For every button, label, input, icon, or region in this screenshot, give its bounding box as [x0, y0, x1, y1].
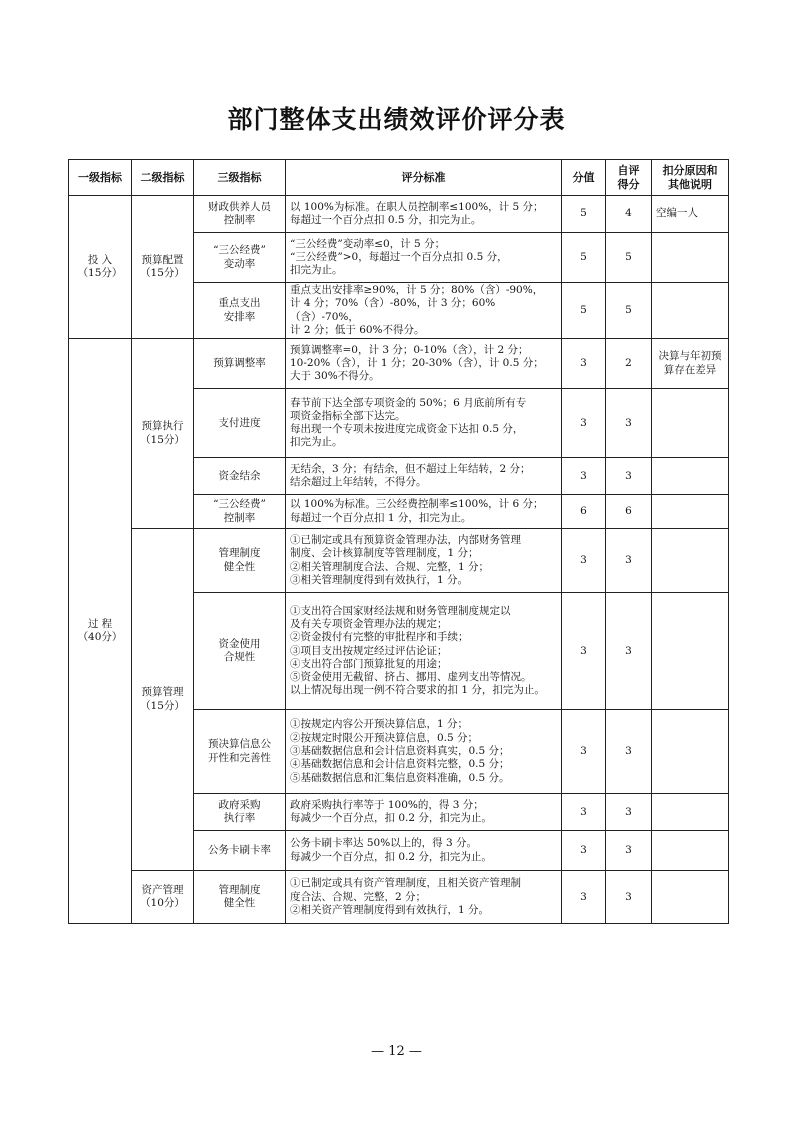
score-cell: 3 — [562, 593, 606, 710]
indicator-line: 合规性 — [223, 651, 256, 664]
score-cell: 5 — [562, 196, 606, 233]
indicator-line: 控制率 — [223, 214, 256, 226]
indicator-line: 控制率 — [223, 511, 256, 524]
self-score-cell: 3 — [606, 710, 652, 794]
criteria-line: 每减少一个百分点，扣 0.2 分，扣完为止。 — [290, 812, 492, 825]
reason-cell — [652, 495, 729, 529]
score-cell: 5 — [562, 283, 606, 339]
reason-cell — [652, 458, 729, 495]
table-row — [69, 871, 729, 924]
criteria-line: 及有关专项资金管理办法的规定； — [290, 617, 448, 630]
self-score-cell: 3 — [606, 831, 652, 871]
self-score-cell: 6 — [606, 495, 652, 529]
indicator-line: 资金结余 — [218, 469, 261, 482]
criteria-line: 制度、会计核算制度等管理制度，1 分； — [290, 547, 479, 560]
reason-cell — [652, 831, 729, 871]
level3-indicator — [194, 593, 286, 710]
indicator-line: 健全性 — [223, 897, 256, 910]
reason-cell — [652, 389, 729, 458]
indicator-line: 管理制度 — [218, 547, 261, 560]
criteria-line: ③基础数据信息和会计信息资料真实，0.5 分； — [290, 745, 510, 758]
header-row — [69, 160, 729, 196]
score-cell: 5 — [562, 233, 606, 283]
criteria-cell — [286, 529, 562, 593]
criteria-line: ②相关资产管理制度得到有效执行，1 分。 — [290, 903, 490, 916]
criteria-cell — [286, 458, 562, 495]
criteria-line: 以 100%为标准。在职人员控制率≤100%，计 5 分； — [290, 200, 544, 213]
self-score-cell: 5 — [606, 233, 652, 283]
level3-indicator — [194, 794, 286, 831]
indicator-line: 资金使用 — [218, 637, 261, 650]
level3-indicator — [194, 389, 286, 458]
criteria-cell — [286, 710, 562, 794]
indicator-line: 健全性 — [223, 560, 256, 573]
reason-cell — [652, 710, 729, 794]
criteria-line: 大于 30%不得分。 — [290, 370, 380, 383]
criteria-line: “三公经费”变动率≤0，计 5 分； — [290, 237, 446, 250]
criteria-line: 10-20%（含），计 1 分；20-30%（含），计 0.5 分； — [290, 357, 544, 370]
criteria-line: ②资金拨付有完整的审批程序和手续； — [290, 631, 469, 644]
criteria-line: 每超过一个百分点扣 1 分，扣完为止。 — [290, 511, 472, 524]
criteria-line: ①按规定内容公开预决算信息，1 分； — [290, 718, 469, 731]
header-reason: 扣分原因和 其他说明 — [652, 160, 729, 196]
criteria-line: 以 100%为标准。三公经费控制率≤100%，计 6 分； — [290, 498, 544, 511]
criteria-line: 扣完为止。 — [290, 436, 343, 449]
self-score-cell: 2 — [606, 339, 652, 389]
score-cell: 3 — [562, 339, 606, 389]
criteria-line: 每减少一个百分点，扣 0.2 分，扣完为止。 — [290, 850, 492, 863]
criteria-line: 每出现一个专项未按进度完成资金下达扣 0.5 分， — [290, 423, 524, 436]
level3-indicator — [194, 339, 286, 389]
self-score-cell: 3 — [606, 593, 652, 710]
indicator-line: 执行率 — [223, 812, 256, 825]
indicator-line: 重点支出 — [218, 297, 261, 310]
header-self-score: 自评 得分 — [606, 160, 652, 196]
level3-indicator — [194, 196, 286, 233]
reason-cell: 决算与年初预算存在差异 — [652, 339, 729, 389]
criteria-cell — [286, 283, 562, 339]
table-row — [69, 339, 729, 389]
criteria-cell — [286, 794, 562, 831]
criteria-cell — [286, 495, 562, 529]
criteria-line: 春节前下达全部专项资金的 50%；6 月底前所有专 — [290, 396, 527, 409]
criteria-line: ③项目支出按规定经过评估论证； — [290, 644, 448, 657]
table-row — [69, 196, 729, 233]
level2-budget-mgmt: 预算管理 （15分） — [132, 529, 194, 871]
score-cell: 3 — [562, 389, 606, 458]
criteria-cell — [286, 389, 562, 458]
criteria-line: “三公经费”>0，每超过一个百分点扣 0.5 分， — [290, 250, 508, 263]
criteria-cell — [286, 593, 562, 710]
criteria-line: ①已制定或具有资产管理制度，且相关资产管理制 — [290, 877, 521, 890]
criteria-cell — [286, 339, 562, 389]
criteria-line: 以上情况每出现一例不符合要求的扣 1 分，扣完为止。 — [290, 684, 545, 697]
criteria-line: ①支出符合国家财经法规和财务管理制度规定以 — [290, 604, 511, 617]
level1-input: 投 入 （15分） — [69, 196, 132, 339]
reason-cell — [652, 871, 729, 924]
criteria-cell — [286, 196, 562, 233]
indicator-line: 开性和完善性 — [208, 751, 271, 764]
level3-indicator — [194, 233, 286, 283]
score-cell: 3 — [562, 458, 606, 495]
score-cell: 3 — [562, 794, 606, 831]
criteria-line: 政府采购执行率等于 100%的，得 3 分； — [290, 798, 484, 811]
criteria-cell — [286, 233, 562, 283]
indicator-line: 公务卡刷卡率 — [208, 844, 271, 857]
level2-asset-mgmt: 资产管理 （10分） — [132, 871, 194, 924]
criteria-line: ④支出符合部门预算批复的用途； — [290, 657, 448, 670]
level2-budget-config: 预算配置 （15分） — [132, 196, 194, 339]
indicator-line: 财政供养人员 — [208, 200, 271, 213]
criteria-line: 计 4 分；70%（含）-80%，计 3 分；60%（含）-70%， — [290, 297, 496, 323]
table-body — [69, 196, 729, 924]
criteria-line: 公务卡刷卡率达 50%以上的，得 3 分。 — [290, 837, 478, 850]
level3-indicator — [194, 529, 286, 593]
header-level2: 二级指标 — [132, 160, 194, 196]
reason-cell — [652, 794, 729, 831]
criteria-line: 度合法、合规、完整，2 分； — [290, 890, 427, 903]
level3-indicator — [194, 710, 286, 794]
indicator-line: 预决算信息公 — [208, 738, 271, 751]
criteria-line: 计 2 分；低于 60%不得分。 — [290, 323, 425, 336]
criteria-line: 预算调整率=0，计 3 分；0-10%（含），计 2 分； — [290, 343, 529, 356]
criteria-cell — [286, 831, 562, 871]
indicator-line: 政府采购 — [218, 798, 261, 811]
indicator-line: “三公经费” — [213, 244, 266, 257]
indicator-line: 支付进度 — [218, 416, 261, 429]
indicator-line: 管理制度 — [218, 883, 261, 896]
header-level1: 一级指标 — [69, 160, 132, 196]
page-number: — 12 — — [371, 1044, 422, 1059]
level3-indicator — [194, 458, 286, 495]
score-cell: 3 — [562, 831, 606, 871]
reason-cell — [652, 593, 729, 710]
level3-indicator — [194, 871, 286, 924]
self-score-cell: 3 — [606, 529, 652, 593]
criteria-line: ④基础数据信息和会计信息资料完整，0.5 分； — [290, 758, 510, 771]
self-score-cell: 3 — [606, 458, 652, 495]
criteria-cell — [286, 871, 562, 924]
reason-cell: 空编一人 — [652, 196, 729, 233]
reason-cell — [652, 283, 729, 339]
self-score-cell: 3 — [606, 871, 652, 924]
header-criteria: 评分标准 — [286, 160, 562, 196]
criteria-line: ①已制定或具有预算资金管理办法，内部财务管理 — [290, 534, 521, 547]
criteria-line: 重点支出安排率≥90%，计 5 分；80%（含）-90%， — [290, 284, 544, 296]
reason-cell — [652, 529, 729, 593]
score-cell: 3 — [562, 871, 606, 924]
indicator-line: “三公经费” — [213, 498, 266, 511]
page-title: 部门整体支出绩效评价评分表 — [227, 105, 566, 134]
header-level3: 三级指标 — [194, 160, 286, 196]
self-score-cell: 4 — [606, 196, 652, 233]
criteria-line: 每超过一个百分点扣 0.5 分，扣完为止。 — [290, 214, 482, 226]
indicator-line: 变动率 — [223, 257, 256, 270]
criteria-line: ②相关管理制度合法、合规、完整，1 分； — [290, 560, 490, 573]
self-score-cell: 3 — [606, 389, 652, 458]
score-cell: 3 — [562, 710, 606, 794]
reason-cell — [652, 233, 729, 283]
criteria-line: 无结余，3 分；有结余，但不超过上年结转，2 分； — [290, 462, 531, 475]
level3-indicator — [194, 283, 286, 339]
indicator-line: 预算调整率 — [213, 357, 266, 370]
criteria-line: 结余超过上年结转，不得分。 — [290, 476, 427, 489]
self-score-cell: 5 — [606, 283, 652, 339]
level3-indicator — [194, 495, 286, 529]
criteria-line: ②按规定时限公开预决算信息，0.5 分； — [290, 731, 479, 744]
table-row — [69, 529, 729, 593]
criteria-line: ③相关管理制度得到有效执行，1 分。 — [290, 573, 469, 586]
indicator-line: 安排率 — [223, 310, 256, 323]
criteria-line: 项资金指标全部下达完。 — [290, 409, 406, 422]
score-cell: 3 — [562, 529, 606, 593]
criteria-line: 扣完为止。 — [290, 264, 343, 277]
level3-indicator — [194, 831, 286, 871]
criteria-line: ⑤基础数据信息和汇集信息资料准确，0.5 分。 — [290, 771, 510, 784]
criteria-line: ⑤资金使用无截留、挤占、挪用、虚列支出等情况。 — [290, 671, 532, 684]
score-cell: 6 — [562, 495, 606, 529]
self-score-cell: 3 — [606, 794, 652, 831]
evaluation-table — [68, 159, 729, 924]
level2-budget-exec: 预算执行 （15分） — [132, 339, 194, 529]
header-score: 分值 — [562, 160, 606, 196]
level1-process: 过 程 （40分） — [69, 339, 132, 924]
